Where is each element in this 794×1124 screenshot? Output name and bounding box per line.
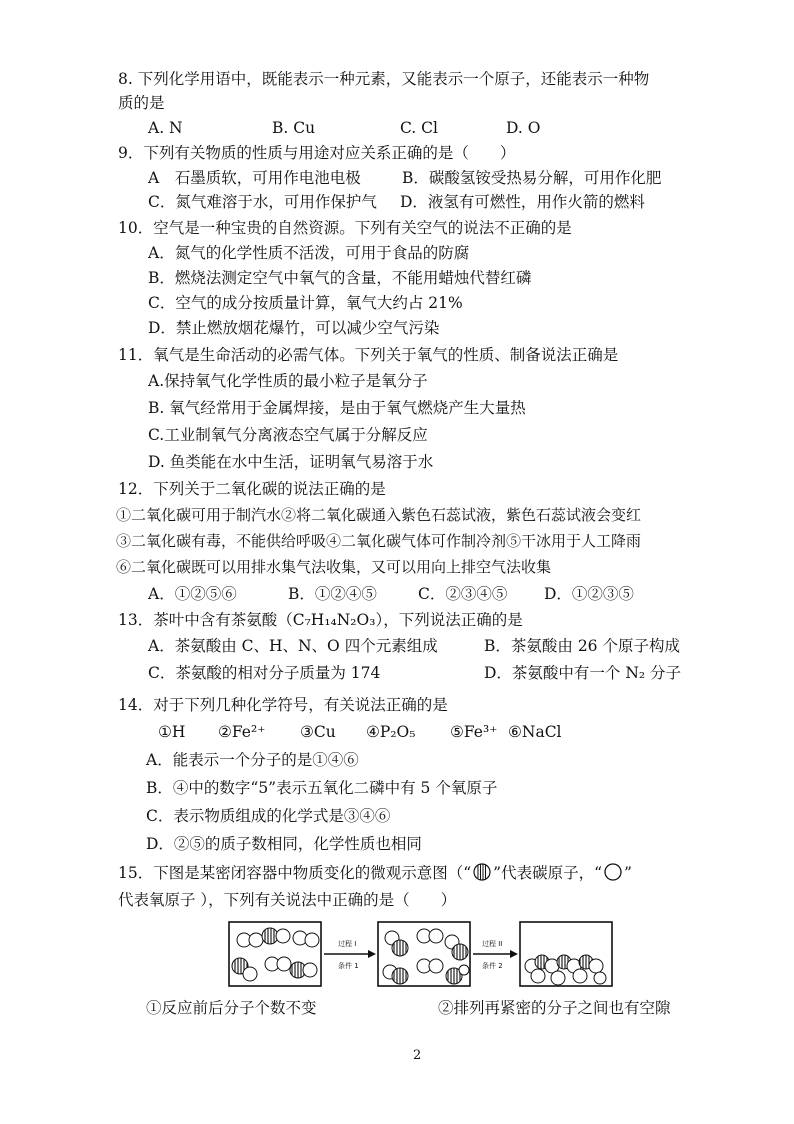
q14-option-b: B．④中的数字“5”表示五氧化二磷中有 5 个氧原子 [146, 779, 498, 797]
q9-option-b: B．碳酸氢铵受热易分解，可用作化肥 [402, 169, 662, 187]
q11-option-d: D. 鱼类能在水中生活，证明氧气易溶于水 [148, 453, 434, 471]
q15-stem-part3: ” [624, 864, 632, 882]
q15-stem-line1 [118, 862, 632, 884]
q12-option-c: C．②③④⑤ [418, 585, 508, 603]
process-1-label: 过程 I [338, 940, 357, 948]
q8-option-a: A. N [148, 119, 183, 137]
q15-statement-2: ②排列再紧密的分子之间也有空隙 [438, 999, 671, 1017]
q15-stem-part2: ”代表碳原子，“ [493, 864, 603, 882]
q11-stem: 11．氧气是生命活动的必需气体。下列关于氧气的性质、制备说法正确是 [118, 346, 619, 364]
q9-stem: 9．下列有关物质的性质与用途对应关系正确的是（ ） [118, 144, 516, 162]
q11-option-a: A.保持氧气化学性质的最小粒子是氧分子 [148, 372, 428, 390]
q9-option-d: D．液氢有可燃性，用作火箭的燃料 [400, 193, 645, 211]
q13-stem: 13．茶叶中含有茶氨酸（C₇H₁₄N₂O₃），下列说法正确的是 [118, 611, 523, 629]
q15-stem-part1: 15．下图是某密闭容器中物质变化的微观示意图（“ [118, 864, 472, 882]
q12-statement-1: ①二氧化碳可用于制汽水②将二氧化碳通入紫色石蕊试液，紫色石蕊试液会变红 [116, 506, 642, 524]
q15-stem-line2: 代表氧原子 ），下列有关说法中正确的是（ ） [118, 891, 457, 909]
q11-option-b: B. 氧气经常用于金属焊接，是由于氧气燃烧产生大量热 [148, 399, 526, 417]
q11-option-c: C.工业制氧气分离液态空气属于分解反应 [148, 426, 428, 444]
q10-option-a: A．氮气的化学性质不活泼，可用于食品的防腐 [148, 244, 470, 262]
q14-symbol-4: ④P₂O₅ [366, 723, 416, 741]
q12-option-b: B．①②④⑤ [288, 585, 377, 603]
oxygen-atom-icon [602, 863, 624, 881]
q14-symbol-6: ⑥NaCl [508, 723, 562, 741]
q8-option-d: D. O [506, 119, 541, 137]
q10-option-b: B．燃烧法测定空气中氧气的含量，不能用蜡烛代替红磷 [148, 269, 532, 287]
q13-option-c: C．茶氨酸的相对分子质量为 174 [148, 664, 381, 682]
condition-2-label: 条件 2 [482, 962, 503, 970]
q12-statement-2: ③二氧化碳有毒，不能供给呼吸④二氧化碳气体可作制冷剂⑤干冰用于人工降雨 [116, 532, 642, 550]
arrow-2-head [510, 950, 518, 958]
q14-option-d: D．②⑤的质子数相同，化学性质也相同 [146, 835, 422, 853]
q12-stem: 12．下列关于二氧化碳的说法正确的是 [118, 480, 386, 498]
q12-statement-3: ⑥二氧化碳既可以用排水集气法收集，又可以用向上排空气法收集 [116, 558, 552, 576]
q8-option-c: C. Cl [400, 119, 438, 137]
q14-symbol-1: ①H [158, 723, 186, 741]
q14-symbol-3: ③Cu [300, 723, 336, 741]
q10-option-c: C．空气的成分按质量计算，氧气大约占 21% [148, 294, 463, 312]
q14-symbol-5: ⑤Fe³⁺ [450, 723, 498, 741]
q14-stem: 14．对于下列几种化学符号，有关说法正确的是 [118, 696, 448, 714]
q14-option-c: C．表示物质组成的化学式是③④⑥ [146, 807, 391, 825]
q12-option-a: A．①②⑤⑥ [148, 585, 237, 603]
arrow-1-head [368, 950, 376, 958]
q10-stem: 10．空气是一种宝贵的自然资源。下列有关空气的说法不正确的是 [118, 219, 572, 237]
process-2-label: 过程 II [482, 940, 503, 948]
q8-option-b: B. Cu [272, 119, 316, 137]
q13-option-a: A．茶氨酸由 C、H、N、O 四个元素组成 [148, 637, 438, 655]
q9-option-a: A 石墨质软，可用作电池电极 [148, 169, 361, 187]
q13-option-d: D．茶氨酸中有一个 N₂ 分子 [484, 664, 682, 682]
q14-option-a: A．能表示一个分子的是①④⑥ [146, 751, 359, 769]
q8-stem-line1: 8. 下列化学用语中，既能表示一种元素，又能表示一个原子，还能表示一种物 [118, 70, 650, 88]
q8-stem-line2: 质的是 [118, 94, 165, 112]
carbon-atom-icon [471, 863, 493, 881]
q10-option-d: D．禁止燃放烟花爆竹，可以减少空气污染 [148, 319, 440, 337]
page-number: 2 [413, 1048, 422, 1063]
q12-option-d: D．①②③⑤ [544, 585, 634, 603]
q13-option-b: B．茶氨酸由 26 个原子构成 [484, 637, 680, 655]
reaction-diagram [228, 918, 614, 990]
q15-statement-1: ①反应前后分子个数不变 [146, 999, 317, 1017]
q9-option-c: C．氮气难溶于水，可用作保护气 [148, 193, 377, 211]
q14-symbol-2: ②Fe²⁺ [218, 723, 266, 741]
condition-1-label: 条件 1 [338, 962, 359, 970]
